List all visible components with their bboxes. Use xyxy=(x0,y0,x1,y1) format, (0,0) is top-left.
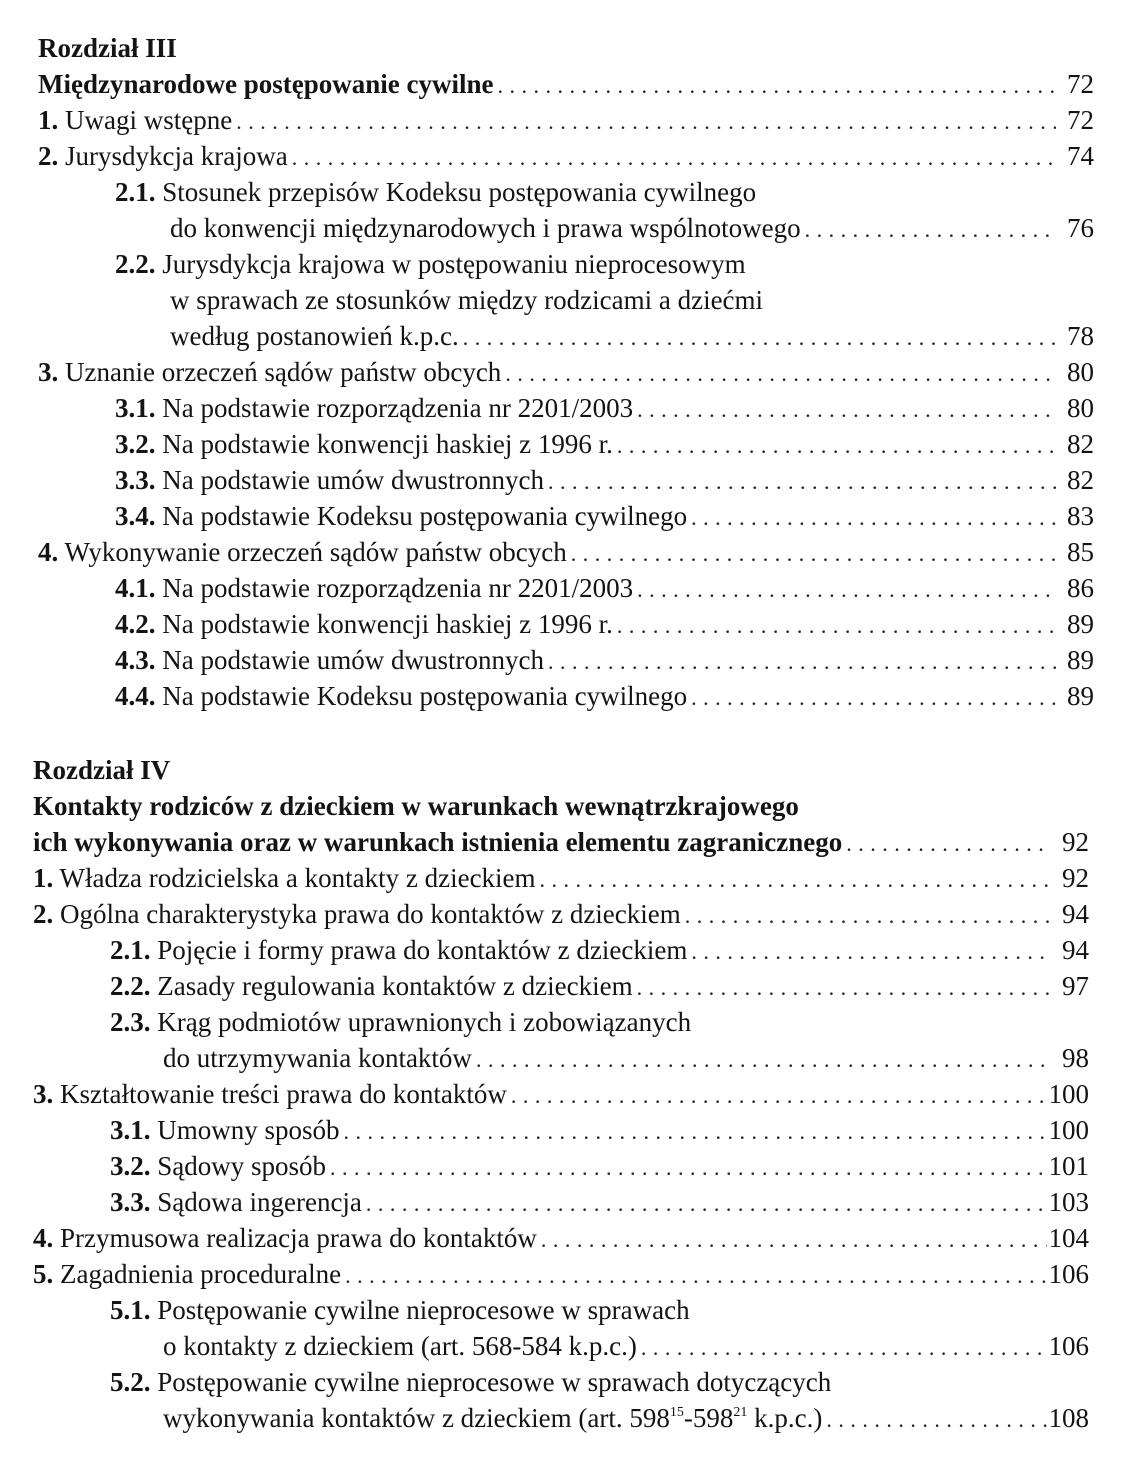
dot-leader xyxy=(497,68,1056,104)
toc-entry[interactable] xyxy=(0,896,1144,932)
dot-leader xyxy=(685,898,1051,934)
page-number: 80 xyxy=(1067,357,1094,387)
toc-entry[interactable] xyxy=(0,462,1144,498)
toc-entry[interactable] xyxy=(0,534,1144,570)
entry-title: Sądowy sposób xyxy=(157,1151,327,1181)
entry-title-line: Krąg podmiotów uprawnionych i zobowiązanych xyxy=(157,1007,692,1037)
entry-title: Umowny sposób xyxy=(157,1115,340,1145)
entry-number: 2. xyxy=(38,141,59,171)
entry-title: Uznanie orzeczeń sądów państw obcych xyxy=(65,357,502,387)
entry-title-line: w sprawach ze stosunków między rodzicami a dziećmi xyxy=(170,285,764,315)
page-number: 83 xyxy=(1067,501,1094,531)
entry-title: Władza rodzicielska a kontakty z dzieckiem xyxy=(59,863,536,893)
page-number: 103 xyxy=(1048,1187,1089,1217)
chapter-3-label: Rozdział III xyxy=(38,33,177,63)
entry-title: Pojęcie i formy prawa do kontaktów z dzieckiem xyxy=(157,935,688,965)
entry-number: 3.3. xyxy=(115,465,156,495)
toc-entry[interactable] xyxy=(0,246,1144,354)
dot-leader xyxy=(691,934,1051,970)
entry-title-line: wykonywania kontaktów z dzieckiem (art. $598^{15}-598^{21}$ k.p.c.) xyxy=(163,1403,823,1433)
entry-number: 3. xyxy=(38,357,59,387)
entry-number: 1. xyxy=(38,105,59,135)
dot-leader xyxy=(476,1042,1051,1078)
toc-entry[interactable] xyxy=(0,606,1144,642)
page-number: 76 xyxy=(1067,213,1094,243)
toc-entry[interactable] xyxy=(0,354,1144,390)
entry-number: 3.2. xyxy=(110,1151,151,1181)
page-number: 101 xyxy=(1048,1151,1089,1181)
entry-title: Zasady regulowania kontaktów z dzieckiem xyxy=(157,971,633,1001)
toc-entry[interactable] xyxy=(0,174,1144,246)
toc-entry[interactable] xyxy=(0,860,1144,896)
superscript: 15 xyxy=(669,1405,684,1420)
superscript: 21 xyxy=(733,1405,748,1420)
entry-number: 2.3. xyxy=(110,1007,151,1037)
entry-number: 4. xyxy=(33,1223,54,1253)
page-number: 86 xyxy=(1067,573,1094,603)
entry-number: 4.4. xyxy=(115,681,156,711)
chapter-4-label: Rozdział IV xyxy=(33,755,171,785)
entry-title-line: Postępowanie cywilne nieprocesowe w sprawach dotyczących xyxy=(157,1367,832,1397)
toc-entry[interactable] xyxy=(0,1220,1144,1256)
entry-title-line: według postanowień k.p.c. xyxy=(170,321,459,351)
dot-leader xyxy=(548,644,1056,680)
dot-leader xyxy=(548,464,1056,500)
toc-entry[interactable] xyxy=(0,1112,1144,1148)
dot-leader xyxy=(637,970,1051,1006)
entry-title: Na podstawie rozporządzenia nr 2201/2003 xyxy=(162,393,634,423)
entry-title: Ogólna charakterystyka prawa do kontaktów z dzieckiem xyxy=(60,899,681,929)
entry-title: Kształtowanie treści prawa do kontaktów xyxy=(60,1079,507,1109)
toc-entry[interactable] xyxy=(0,1364,1144,1436)
dot-leader xyxy=(691,500,1056,536)
entry-title: Na podstawie umów dwustronnych xyxy=(162,465,544,495)
toc-entry[interactable] xyxy=(0,678,1144,714)
page-number: 100 xyxy=(1048,1079,1089,1109)
entry-title-line: Jurysdykcja krajowa w postępowaniu nieprocesowym xyxy=(162,249,746,279)
toc-entry[interactable] xyxy=(0,1148,1144,1184)
entry-title: Na podstawie Kodeksu postępowania cywilnego xyxy=(162,501,688,531)
dot-leader xyxy=(330,1150,1046,1186)
page-number: 92 xyxy=(1062,863,1089,893)
page-number: 92 xyxy=(1062,827,1089,857)
entry-title: Przymusowa realizacja prawa do kontaktów xyxy=(60,1223,537,1253)
entry-number: 3. xyxy=(33,1079,54,1109)
dot-leader xyxy=(571,536,1056,572)
chapter-4-title-entry[interactable] xyxy=(0,788,1144,860)
toc-entry[interactable] xyxy=(0,1184,1144,1220)
entry-title: Zagadnienia proceduralne xyxy=(60,1259,342,1289)
page-number: 72 xyxy=(1067,105,1094,135)
entry-number: 2.1. xyxy=(115,177,156,207)
page-number: 82 xyxy=(1067,429,1094,459)
page-number: 106 xyxy=(1048,1331,1089,1361)
entry-number: 4.3. xyxy=(115,645,156,675)
entry-title: Na podstawie konwencji haskiej z 1996 r. xyxy=(162,429,613,459)
page-number: 94 xyxy=(1062,935,1089,965)
page-number: 82 xyxy=(1067,465,1094,495)
toc-entry[interactable] xyxy=(0,570,1144,606)
entry-title: Sądowa ingerencja xyxy=(157,1187,362,1217)
toc-entry[interactable] xyxy=(0,1076,1144,1112)
entry-title: Wykonywanie orzeczeń sądów państw obcych xyxy=(64,537,567,567)
entry-number: 5.2. xyxy=(110,1367,151,1397)
page-number: 98 xyxy=(1062,1043,1089,1073)
entry-title: Uwagi wstępne xyxy=(65,105,233,135)
entry-title: Na podstawie rozporządzenia nr 2201/2003 xyxy=(162,573,634,603)
dot-leader xyxy=(366,1186,1047,1222)
page-number: 89 xyxy=(1067,681,1094,711)
dot-leader xyxy=(540,862,1051,898)
dot-leader xyxy=(344,1114,1047,1150)
dot-leader xyxy=(511,1078,1047,1114)
toc-entry[interactable] xyxy=(0,1256,1144,1292)
dot-leader xyxy=(826,1402,1046,1438)
entry-number: 3.3. xyxy=(110,1187,151,1217)
dot-leader xyxy=(345,1258,1046,1294)
toc-entry[interactable] xyxy=(0,1004,1144,1076)
entry-title-line: Postępowanie cywilne nieprocesowe w sprawach xyxy=(157,1295,690,1325)
entry-number: 5.1. xyxy=(110,1295,151,1325)
page-number: 89 xyxy=(1067,609,1094,639)
chapter-3-title-entry[interactable] xyxy=(0,66,1144,102)
toc-entry[interactable] xyxy=(0,498,1144,534)
entry-number: 2.2. xyxy=(115,249,156,279)
page-number: 85 xyxy=(1067,537,1094,567)
dot-leader xyxy=(236,104,1056,140)
page-number: 97 xyxy=(1062,971,1089,1001)
dot-leader xyxy=(463,320,1056,356)
entry-title: Jurysdykcja krajowa xyxy=(65,141,288,171)
entry-number: 4.2. xyxy=(115,609,156,639)
dot-leader xyxy=(846,826,1051,862)
dot-leader xyxy=(292,140,1056,176)
entry-number: 2.1. xyxy=(110,935,151,965)
entry-number: 2.2. xyxy=(110,971,151,1001)
toc-entry[interactable] xyxy=(0,1292,1144,1364)
dot-leader xyxy=(505,356,1056,392)
entry-title-line: o kontakty z dzieckiem (art. 568-584 k.p.c.) xyxy=(163,1331,637,1361)
entry-number: 3.4. xyxy=(115,501,156,531)
toc-entry[interactable] xyxy=(0,102,1144,138)
page-number: 80 xyxy=(1067,393,1094,423)
page-number: 100 xyxy=(1048,1115,1089,1145)
toc-entry[interactable] xyxy=(0,426,1144,462)
entry-number: 3.1. xyxy=(110,1115,151,1145)
chapter-3-title: Międzynarodowe postępowanie cywilne xyxy=(38,69,494,99)
chapter-3-section xyxy=(0,30,1144,714)
dot-leader xyxy=(641,1330,1047,1366)
page-number: 72 xyxy=(1067,69,1094,99)
entry-title: Na podstawie konwencji haskiej z 1996 r. xyxy=(162,609,613,639)
toc-entry[interactable] xyxy=(0,138,1144,174)
toc-entry[interactable] xyxy=(0,642,1144,678)
page-number: 108 xyxy=(1048,1403,1089,1433)
toc-entry[interactable] xyxy=(0,390,1144,426)
entry-number: 2. xyxy=(33,899,54,929)
dot-leader xyxy=(541,1222,1047,1258)
dot-leader xyxy=(691,680,1056,716)
toc-entry[interactable] xyxy=(0,968,1144,1004)
entry-title: Na podstawie Kodeksu postępowania cywilnego xyxy=(162,681,688,711)
toc-entry[interactable] xyxy=(0,932,1144,968)
dot-leader xyxy=(617,608,1056,644)
entry-number: 4.1. xyxy=(115,573,156,603)
page-number: 106 xyxy=(1048,1259,1089,1289)
page-number: 94 xyxy=(1062,899,1089,929)
entry-number: 4. xyxy=(38,537,59,567)
entry-number: 5. xyxy=(33,1259,54,1289)
dot-leader xyxy=(617,428,1056,464)
dot-leader xyxy=(805,212,1056,248)
entry-title-line: do utrzymywania kontaktów xyxy=(163,1043,472,1073)
chapter-4-title-line: Kontakty rodziców z dzieckiem w warunkach wewnątrzkrajowego xyxy=(33,791,799,821)
dot-leader xyxy=(637,572,1056,608)
page-number: 74 xyxy=(1067,141,1094,171)
entry-number: 3.1. xyxy=(115,393,156,423)
entry-title-line: Stosunek przepisów Kodeksu postępowania cywilnego xyxy=(162,177,757,207)
page-number: 89 xyxy=(1067,645,1094,675)
entry-title: Na podstawie umów dwustronnych xyxy=(162,645,544,675)
entry-number: 3.2. xyxy=(115,429,156,459)
page-number: 104 xyxy=(1048,1223,1089,1253)
entry-title-line: do konwencji międzynarodowych i prawa wspólnotowego xyxy=(170,213,801,243)
chapter-4-title-line: ich wykonywania oraz w warunkach istnienia elementu zagranicznego xyxy=(33,827,843,857)
page-number: 78 xyxy=(1067,321,1094,351)
entry-number: 1. xyxy=(33,863,54,893)
dot-leader xyxy=(637,392,1056,428)
chapter-4-section xyxy=(0,752,1144,1436)
